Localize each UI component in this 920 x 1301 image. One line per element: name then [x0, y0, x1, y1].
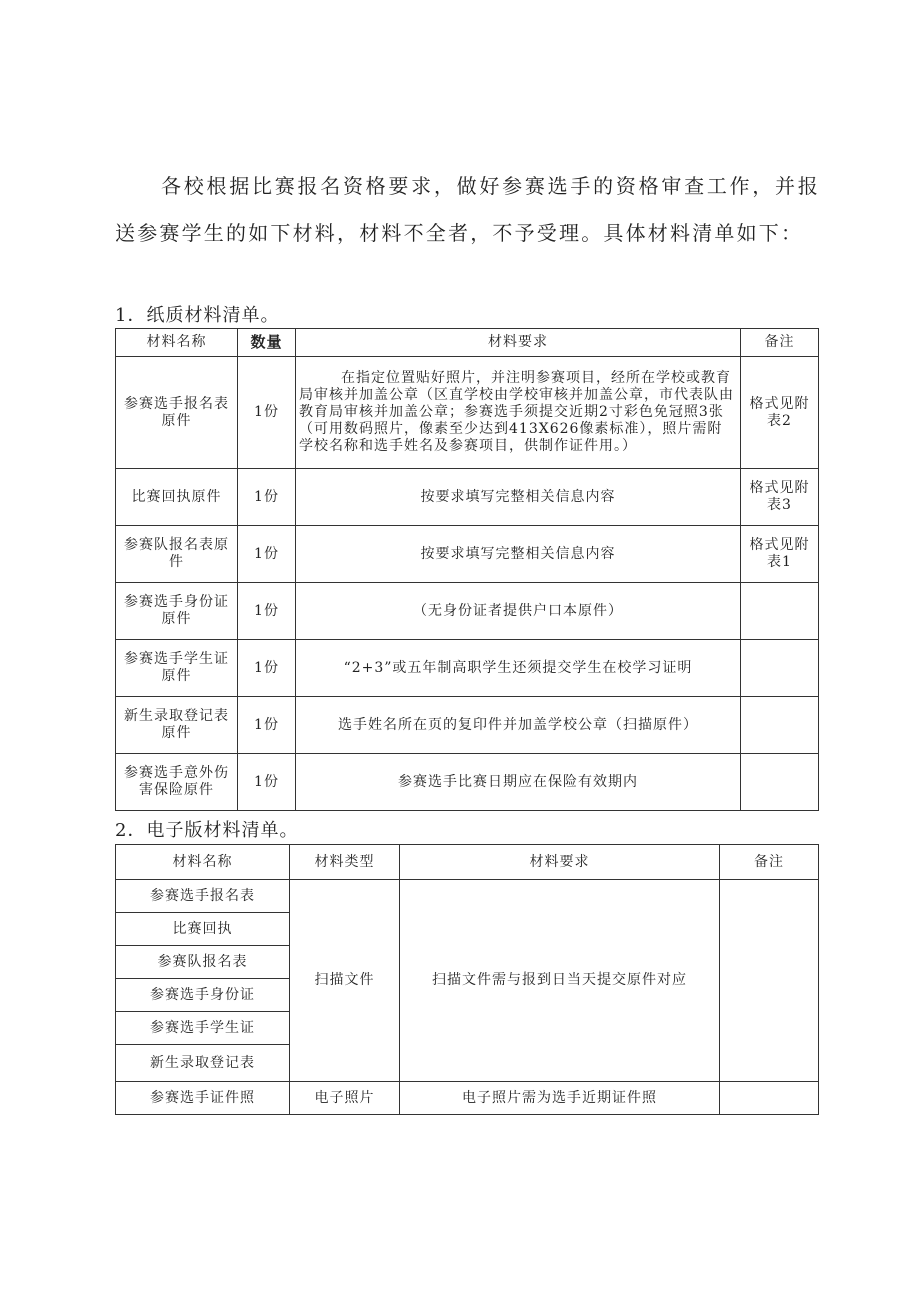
table1-header-req: 材料要求 — [296, 329, 741, 357]
paper-materials-table — [115, 328, 819, 811]
table2-header-req: 材料要求 — [400, 845, 720, 880]
material-note: 格式见附表2 — [741, 357, 819, 469]
section2-title: 2．电子版材料清单。 — [115, 820, 299, 841]
table1-header-name: 材料名称 — [116, 329, 238, 357]
material-requirement: 选手姓名所在页的复印件并加盖学校公章（扫描原件） — [296, 697, 741, 754]
material-name: 参赛选手报名表原件 — [116, 357, 238, 469]
table1-header-row — [116, 329, 819, 357]
material-name: 参赛选手意外伤害保险原件 — [116, 754, 238, 811]
scan-material-note — [720, 880, 819, 1082]
material-requirement: （无身份证者提供户口本原件） — [296, 583, 741, 640]
material-requirement: “2+3”或五年制高职学生还须提交学生在校学习证明 — [296, 640, 741, 697]
table2-header-name: 材料名称 — [116, 845, 290, 880]
material-qty: 1份 — [238, 697, 296, 754]
table-row — [116, 526, 819, 583]
table-row — [116, 640, 819, 697]
electronic-material-name: 参赛选手报名表 — [116, 880, 290, 913]
table-row — [116, 754, 819, 811]
material-note — [741, 583, 819, 640]
material-note: 格式见附表1 — [741, 526, 819, 583]
table2-header-type: 材料类型 — [290, 845, 400, 880]
photo-material-type: 电子照片 — [290, 1082, 400, 1115]
photo-material-note — [720, 1082, 819, 1115]
material-name: 参赛选手学生证原件 — [116, 640, 238, 697]
electronic-material-name: 参赛队报名表 — [116, 946, 290, 979]
electronic-material-name: 比赛回执 — [116, 913, 290, 946]
material-name: 比赛回执原件 — [116, 469, 238, 526]
electronic-material-name: 新生录取登记表 — [116, 1045, 290, 1082]
table2-header-row — [116, 845, 819, 880]
material-requirement: 参赛选手比赛日期应在保险有效期内 — [296, 754, 741, 811]
table2-header-note: 备注 — [720, 845, 819, 880]
photo-material-requirement: 电子照片需为选手近期证件照 — [400, 1082, 720, 1115]
material-qty: 1份 — [238, 469, 296, 526]
material-name: 参赛选手身份证原件 — [116, 583, 238, 640]
scan-material-requirement: 扫描文件需与报到日当天提交原件对应 — [400, 880, 720, 1082]
material-qty: 1份 — [238, 526, 296, 583]
material-note — [741, 754, 819, 811]
scan-material-type: 扫描文件 — [290, 880, 400, 1082]
material-qty: 1份 — [238, 754, 296, 811]
material-qty: 1份 — [238, 357, 296, 469]
table-row — [116, 1082, 819, 1115]
electronic-material-name: 参赛选手身份证 — [116, 979, 290, 1012]
section1-title: 1．纸质材料清单。 — [115, 305, 280, 326]
table-row — [116, 583, 819, 640]
electronic-material-name: 参赛选手证件照 — [116, 1082, 290, 1115]
table-row — [116, 469, 819, 526]
table1-header-note: 备注 — [741, 329, 819, 357]
intro-paragraph: 各校根据比赛报名资格要求，做好参赛选手的资格审查工作，并报送参赛学生的如下材料，材料不全者，不予受理。具体材料清单如下： — [115, 174, 820, 245]
material-requirement: 按要求填写完整相关信息内容 — [296, 526, 741, 583]
table-row — [116, 697, 819, 754]
electronic-material-name: 参赛选手学生证 — [116, 1012, 290, 1045]
material-note: 格式见附表3 — [741, 469, 819, 526]
material-name: 参赛队报名表原件 — [116, 526, 238, 583]
material-qty: 1份 — [238, 583, 296, 640]
material-note — [741, 697, 819, 754]
electronic-materials-table — [115, 844, 819, 1115]
material-note — [741, 640, 819, 697]
table-row — [116, 880, 819, 913]
material-requirement: 在指定位置贴好照片，并注明参赛项目，经所在学校或教育局审核并加盖公章（区直学校由学校审核并加盖公章，市代表队由教育局审核并加盖公章；参赛选手须提交近期2寸彩色免冠照3张（可用数码照片，像素至少达到413X626像素标准），照片需附学校名称和选手姓名及参赛项目，供制作证件用。） — [296, 357, 741, 469]
table1-header-qty: 数量 — [238, 329, 296, 357]
material-qty: 1份 — [238, 640, 296, 697]
table-row — [116, 357, 819, 469]
material-requirement: 按要求填写完整相关信息内容 — [296, 469, 741, 526]
material-name: 新生录取登记表原件 — [116, 697, 238, 754]
